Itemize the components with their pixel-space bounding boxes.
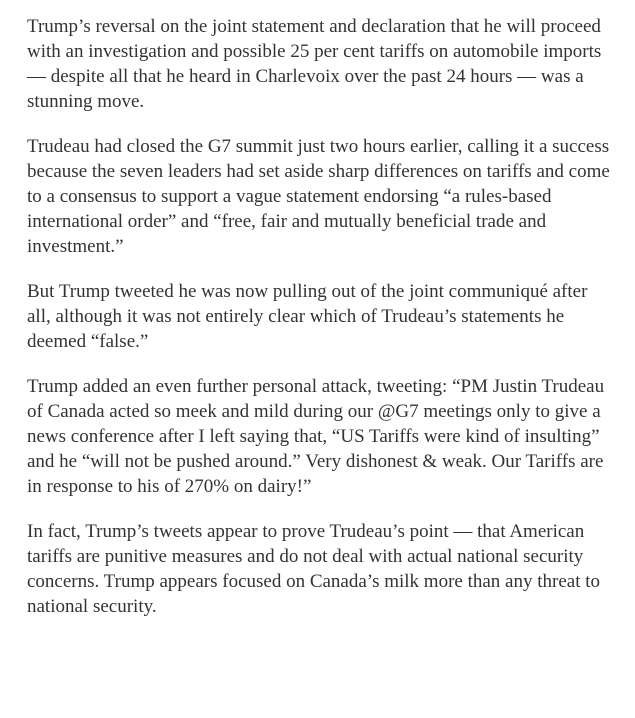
article-paragraph-4: Trump added an even further personal attack, tweeting: “PM Justin Trudeau of Canada acted so meek and mild during our @G7 meetings only to give a news conference after I left saying that, “US Tariffs were kind of insulting” and he “will not be pushed around.” Very dishonest & weak. Our Tariffs are in response to his of 270% on dairy!” [27,376,605,497]
article-paragraph-1: Trump’s reversal on the joint statement and declaration that he will proceed with an investigation and possible 25 per cent tariffs on automobile imports — despite all that he heard in Charlevoix over the past 24 hours — was a stunning move. [27,16,602,112]
article-paragraph-3: But Trump tweeted he was now pulling out of the joint communiqué after all, although it was not entirely clear which of Trudeau’s statements he deemed “false.” [27,281,588,352]
article-paragraph-5: In fact, Trump’s tweets appear to prove Trudeau’s point — that American tariffs are punitive measures and do not deal with actual national security concerns. Trump appears focused on Canada’s milk more than any threat to national security. [27,521,601,617]
article-paragraph-2: Trudeau had closed the G7 summit just two hours earlier, calling it a success because the seven leaders had set aside sharp differences on tariffs and come to a consensus to support a vague statement endorsing “a rules-based international order” and “free, fair and mutually beneficial trade and investment.” [27,136,610,257]
